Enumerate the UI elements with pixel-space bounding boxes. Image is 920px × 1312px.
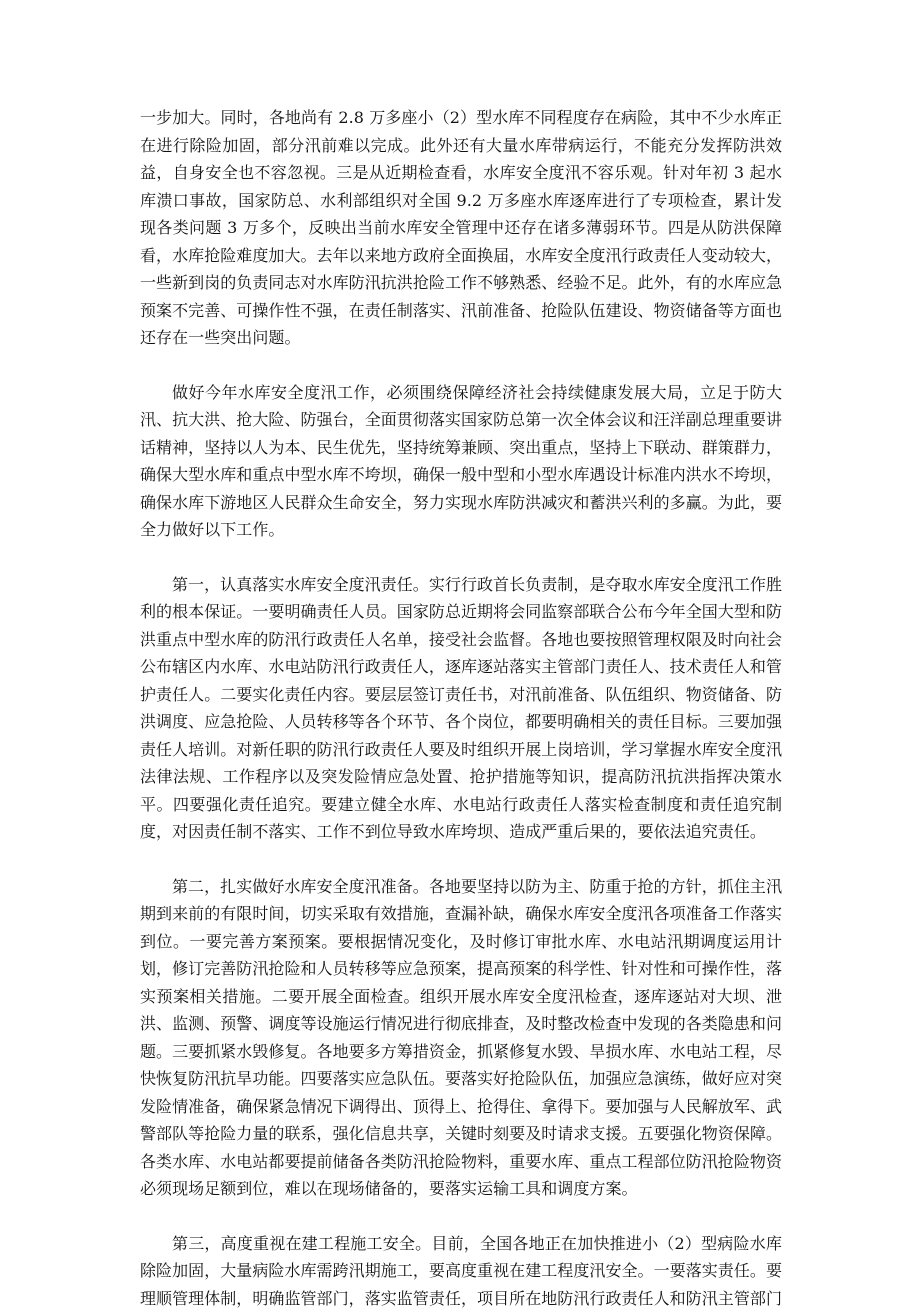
paragraph-4: 第二，扎实做好水库安全度汛准备。各地要坚持以防为主、防重于抢的方针，抓住主汛期到来前的有限时间，切实采取有效措施，查漏补缺，确保水库安全度汛各项准备工作落实到位。一要完善方案预案。要根据情况变化，及时修订审批水库、水电站汛期调度运用计划，修订完善防汛抢险和人员转移等应急预案，提高预案的科学性、针对性和可操作性，落实预案相关措施。二要开展全面检查。组织开展水库安全度汛检查，逐库逐站对大坝、泄洪、监测、预警、调度等设施运行情况进行彻底排查，及时整改检查中发现的各类隐患和问题。三要抓紧水毁修复。各地要多方筹措资金，抓紧修复水毁、旱损水库、水电站工程，尽快恢复防汛抗旱功能。四要落实应急队伍。要落实好抢险队伍，加强应急演练，做好应对突发险情准备，确保紧急情况下调得出、顶得上、抢得住、拿得下。要加强与人民解放军、武警部队等抢险力量的联系，强化信息共享，关键时刻要及时请求支援。五要强化物资保障。各类水库、水电站都要提前储备各类防汛抢险物料，重要水库、重点工程部位防汛抢险物资必须现场足额到位，难以在现场储备的，要落实运输工具和调度方案。 (140, 873, 782, 1203)
paragraph-5: 第三，高度重视在建工程施工安全。目前，全国各地正在加快推进小（2）型病险水库除险加固，大量病险水库需跨汛期施工，要高度重视在建工程度汛安全。一要落实责任。要理顺管理体制，明确监管部门，落实监管责任，项目所在地防汛行政责任人和防汛主管部门 (140, 1230, 782, 1312)
paragraph-gap (140, 544, 782, 571)
paragraph-gap (140, 1203, 782, 1230)
paragraph-3: 第一，认真落实水库安全度汛责任。实行行政首长负责制，是夺取水库安全度汛工作胜利的根本保证。一要明确责任人员。国家防总近期将会同监察部联合公布今年全国大型和防洪重点中型水库的防汛行政责任人名单，接受社会监督。各地也要按照管理权限及时向社会公布辖区内水库、水电站防汛行政责任人，逐库逐站落实主管部门责任人、技术责任人和管护责任人。二要实化责任内容。要层层签订责任书，对汛前准备、队伍组织、物资储备、防洪调度、应急抢险、人员转移等各个环节、各个岗位，都要明确相关的责任目标。三要加强责任人培训。对新任职的防汛行政责任人要及时组织开展上岗培训，学习掌握水库安全度汛法律法规、工作程序以及突发险情应急处置、抢护措施等知识，提高防汛抗洪指挥决策水平。四要强化责任追究。要建立健全水库、水电站行政责任人落实检查制度和责任追究制度，对因责任制不落实、工作不到位导致水库垮坝、造成严重后果的，要依法追究责任。 (140, 571, 782, 846)
paragraph-gap (140, 846, 782, 873)
paragraph-gap (140, 352, 782, 379)
paragraph-2: 做好今年水库安全度汛工作，必须围绕保障经济社会持续健康发展大局，立足于防大汛、抗大洪、抢大险、防强台，全面贯彻落实国家防总第一次全体会议和汪洋副总理重要讲话精神，坚持以人为本、民生优先，坚持统筹兼顾、突出重点，坚持上下联动、群策群力，确保大型水库和重点中型水库不垮坝，确保一般中型和小型水库遇设计标准内洪水不垮坝，确保水库下游地区人民群众生命安全，努力实现水库防洪减灾和蓄洪兴利的多赢。为此，要全力做好以下工作。 (140, 379, 782, 544)
paragraph-1: 一步加大。同时，各地尚有 2.8 万多座小（2）型水库不同程度存在病险，其中不少水库正在进行除险加固，部分汛前难以完成。此外还有大量水库带病运行，不能充分发挥防洪效益，自身安全也不容忽视。三是从近期检查看，水库安全度汛不容乐观。针对年初 3 起水库溃口事故，国家防总、水利部组织对全国 9.2 万多座水库逐库进行了专项检查，累计发现各类问题 3 万多个，反映出当前水库安全管理中还存在诸多薄弱环节。四是从防洪保障看，水库抢险难度加大。去年以来地方政府全面换届，水库安全度汛行政责任人变动较大，一些新到岗的负责同志对水库防汛抗洪抢险工作不够熟悉、经验不足。此外，有的水库应急预案不完善、可操作性不强，在责任制落实、汛前准备、抢险队伍建设、物资储备等方面也还存在一些突出问题。 (140, 104, 782, 352)
